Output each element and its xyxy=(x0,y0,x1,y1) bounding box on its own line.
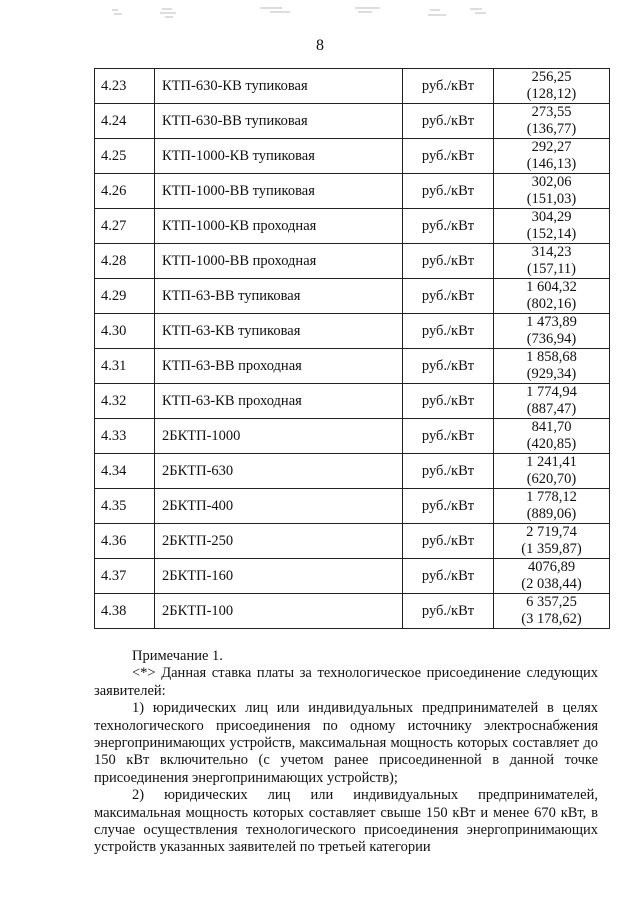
row-number: 4.30 xyxy=(95,314,155,349)
row-number: 4.32 xyxy=(95,384,155,419)
row-name: КТП-63-ВВ проходная xyxy=(155,349,403,384)
row-number: 4.34 xyxy=(95,454,155,489)
rate-value: 1 604,32 xyxy=(526,279,577,295)
rate-value: 1 774,94 xyxy=(526,384,577,400)
rate-value: 273,55 xyxy=(531,104,572,120)
row-name: 2БКТП-100 xyxy=(155,594,403,629)
table-row xyxy=(95,314,610,349)
row-rate xyxy=(494,559,610,594)
rate-value-secondary: (157,11) xyxy=(527,261,576,277)
rate-value-secondary: (2 038,44) xyxy=(521,576,582,592)
rate-value: 1 473,89 xyxy=(526,314,577,330)
row-unit: руб./кВт xyxy=(403,454,494,489)
row-rate xyxy=(494,594,610,629)
rate-value-secondary: (3 178,62) xyxy=(521,611,582,627)
row-unit: руб./кВт xyxy=(403,349,494,384)
table-row xyxy=(95,559,610,594)
rate-value: 304,29 xyxy=(531,209,572,225)
row-unit: руб./кВт xyxy=(403,524,494,559)
row-unit: руб./кВт xyxy=(403,69,494,104)
row-number: 4.31 xyxy=(95,349,155,384)
row-name: 2БКТП-160 xyxy=(155,559,403,594)
row-unit: руб./кВт xyxy=(403,594,494,629)
row-rate xyxy=(494,384,610,419)
rate-value: 302,06 xyxy=(531,174,572,190)
row-name: КТП-63-ВВ тупиковая xyxy=(155,279,403,314)
rate-value: 292,27 xyxy=(531,139,572,155)
rate-value: 4076,89 xyxy=(527,559,576,575)
note-section xyxy=(94,648,598,857)
rate-value-secondary: (802,16) xyxy=(526,296,577,312)
row-number: 4.28 xyxy=(95,244,155,279)
row-number: 4.29 xyxy=(95,279,155,314)
table-row xyxy=(95,279,610,314)
row-rate xyxy=(494,524,610,559)
row-unit: руб./кВт xyxy=(403,174,494,209)
tariff-table xyxy=(94,68,610,629)
row-rate xyxy=(494,139,610,174)
row-number: 4.26 xyxy=(95,174,155,209)
tariff-table-body xyxy=(95,69,610,629)
row-name: КТП-1000-КВ проходная xyxy=(155,209,403,244)
rate-value-secondary: (887,47) xyxy=(526,401,577,417)
table-row xyxy=(95,454,610,489)
row-name: 2БКТП-630 xyxy=(155,454,403,489)
rate-value: 256,25 xyxy=(531,69,572,85)
row-unit: руб./кВт xyxy=(403,419,494,454)
rate-value: 841,70 xyxy=(531,419,572,435)
rate-value: 1 778,12 xyxy=(526,489,577,505)
row-name: КТП-630-КВ тупиковая xyxy=(155,69,403,104)
table-row xyxy=(95,174,610,209)
row-rate xyxy=(494,174,610,209)
table-row xyxy=(95,489,610,524)
row-rate xyxy=(494,209,610,244)
table-row xyxy=(95,349,610,384)
note-intro: <*> Данная ставка платы за технологическое присоединение следующих заявителей: xyxy=(94,665,598,699)
row-unit: руб./кВт xyxy=(403,489,494,524)
rate-value-secondary: (146,13) xyxy=(526,156,577,172)
row-unit: руб./кВт xyxy=(403,104,494,139)
rate-value-secondary: (151,03) xyxy=(526,191,577,207)
table-row xyxy=(95,524,610,559)
row-unit: руб./кВт xyxy=(403,384,494,419)
row-name: КТП-1000-КВ тупиковая xyxy=(155,139,403,174)
row-number: 4.35 xyxy=(95,489,155,524)
row-rate xyxy=(494,279,610,314)
row-name: 2БКТП-250 xyxy=(155,524,403,559)
row-number: 4.27 xyxy=(95,209,155,244)
row-unit: руб./кВт xyxy=(403,209,494,244)
rate-value-secondary: (889,06) xyxy=(526,506,577,522)
row-name: КТП-63-КВ тупиковая xyxy=(155,314,403,349)
rate-value: 1 241,41 xyxy=(526,454,577,470)
row-unit: руб./кВт xyxy=(403,279,494,314)
row-unit: руб./кВт xyxy=(403,139,494,174)
rate-value-secondary: (736,94) xyxy=(526,331,577,347)
row-unit: руб./кВт xyxy=(403,559,494,594)
row-rate xyxy=(494,314,610,349)
row-number: 4.25 xyxy=(95,139,155,174)
row-name: 2БКТП-400 xyxy=(155,489,403,524)
row-rate xyxy=(494,489,610,524)
row-rate xyxy=(494,244,610,279)
row-name: КТП-63-КВ проходная xyxy=(155,384,403,419)
row-number: 4.36 xyxy=(95,524,155,559)
rate-value: 6 357,25 xyxy=(526,594,577,610)
row-name: 2БКТП-1000 xyxy=(155,419,403,454)
page-number: 8 xyxy=(316,37,324,54)
rate-value-secondary: (929,34) xyxy=(526,366,577,382)
row-rate xyxy=(494,104,610,139)
table-row xyxy=(95,209,610,244)
table-row xyxy=(95,139,610,174)
rate-value: 2 719,74 xyxy=(526,524,577,540)
table-row xyxy=(95,244,610,279)
rate-value-secondary: (136,77) xyxy=(526,121,577,137)
table-row xyxy=(95,104,610,139)
row-number: 4.33 xyxy=(95,419,155,454)
rate-value-secondary: (152,14) xyxy=(526,226,577,242)
row-rate xyxy=(494,454,610,489)
row-number: 4.38 xyxy=(95,594,155,629)
row-rate xyxy=(494,69,610,104)
table-row xyxy=(95,594,610,629)
rate-value-secondary: (420,85) xyxy=(526,436,577,452)
rate-value-secondary: (1 359,87) xyxy=(521,541,582,557)
table-row xyxy=(95,384,610,419)
note-item-2: 2) юридических лиц или индивидуальных предпринимателей, максимальная мощность которых составляет свыше 150 кВт и менее 670 кВт, в случае осуществления технологического присоединения энергопринимающих устройств указанных заявителей по третьей категории xyxy=(94,787,598,856)
table-row xyxy=(95,419,610,454)
row-name: КТП-630-ВВ тупиковая xyxy=(155,104,403,139)
rate-value: 1 858,68 xyxy=(526,349,577,365)
scan-artifacts xyxy=(110,4,510,20)
row-unit: руб./кВт xyxy=(403,244,494,279)
table-row xyxy=(95,69,610,104)
row-number: 4.24 xyxy=(95,104,155,139)
row-rate xyxy=(494,419,610,454)
rate-value-secondary: (128,12) xyxy=(526,86,577,102)
rate-value: 314,23 xyxy=(531,244,572,260)
row-number: 4.23 xyxy=(95,69,155,104)
row-name: КТП-1000-ВВ проходная xyxy=(155,244,403,279)
row-number: 4.37 xyxy=(95,559,155,594)
row-name: КТП-1000-ВВ тупиковая xyxy=(155,174,403,209)
row-rate xyxy=(494,349,610,384)
note-heading: Примечание 1. xyxy=(132,648,223,664)
rate-value-secondary: (620,70) xyxy=(526,471,577,487)
row-unit: руб./кВт xyxy=(403,314,494,349)
note-item-1: 1) юридических лиц или индивидуальных предпринимателей в целях технологического присоединения по одному источнику электроснабжения энергопринимающих устройств, максимальная мощность которых составляет до 150 кВт включительно (с учетом ранее присоединенной в данной точке присоединения энергопринимающих устройств); xyxy=(94,700,598,786)
